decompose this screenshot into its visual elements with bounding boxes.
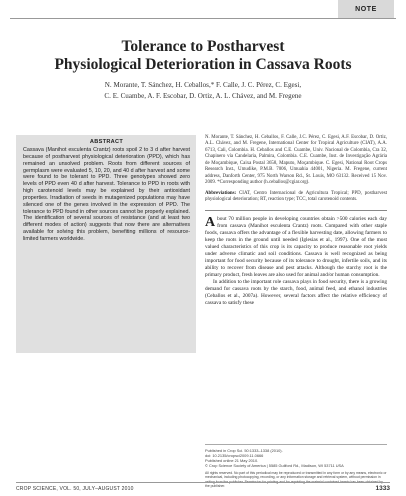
abbreviations-label: Abbreviations: bbox=[205, 190, 237, 196]
body-paragraph-1 bbox=[205, 216, 387, 279]
abbreviations bbox=[205, 191, 387, 204]
title-line-1: Tolerance to Postharvest bbox=[121, 38, 285, 55]
pubinfo-copyright: © Crop Science Society of America | 5585 Guilford Rd., Madison, WI 53711 USA bbox=[205, 463, 344, 468]
page-footer bbox=[16, 482, 390, 493]
abbreviations-text: CIAT, Centro Internacional de Agricultura Tropical; PPD, postharvest physiological deterioration; RT, reaction type; TCC, total carotenoid contents. bbox=[205, 190, 387, 203]
paragraph-1-text: bout 70 million people in developing countries obtain >500 calories each day from cassava (Manihot esculenta Crantz) roots. Compared with other staple foods, cassava offers the advantage of a flexible harvesting date, allowing farmers to keep the roots in the ground until needed (Iglesias et al., 1997). One of the most valued characteristics of this crop is its capacity to produce reasonable root yields under adverse climatic and soil conditions. Cassava is well recognized as being important for food security because of its tolerance to drought, infertile soils, and its ability to recover from disease and pest attacks. Although the starchy root is the primary product, fresh leaves are also used for animal and/or human consumption. bbox=[205, 215, 387, 278]
abstract-text: Cassava (Manihot esculenta Crantz) roots spoil 2 to 3 d after harvest because of postharvest physiological deterioration (PPD), which has remained an unsolved problem. Roots from different sources of germplasm were evaluated 5, 10, 20, and 40 d after harvest and some were found to be tolerant to PPD. Three genotypes showed zero levels of PPD even 40 d after harvest. Tolerance to PPD in roots with high carotenoid levels may be explained by their antioxidant properties. Irradiation of seeds in mutagenized populations may have silenced one of the genes involved in the expression of PPD. The tolerance to PPD found in other sources cannot be properly explained. The identification of several sources of resistance (and at least two different modes of action) suggests that now there are alternatives available for solving this problem, benefiting millions of resource-limited farmers worldwide. bbox=[23, 147, 190, 242]
rights-statement: All rights reserved. No part of this periodical may be reproduced or transmitted in any form or by any means, electronic or mechanical, including photocopying, recording, or any information storage and retrieval system, without permission in writing from the publisher. Permission for printing and for reprinting the material contained herein has been obtained by the publisher. bbox=[205, 471, 387, 489]
authors-line-2: C. E. Cuambe, A. F. Escobar, D. Ortiz, A. L. Chávez, and M. Fregene bbox=[104, 92, 302, 100]
pubinfo-doi: doi: 10.2135/cropsci2009.11.0666 bbox=[205, 453, 264, 458]
drop-cap: A bbox=[205, 214, 216, 230]
note-tab: NOTE bbox=[338, 0, 394, 18]
abstract-heading: ABSTRACT bbox=[89, 139, 124, 145]
journal-info: CROP SCIENCE, VOL. 50, JULY–AUGUST 2010 bbox=[16, 486, 134, 492]
page-number: 1333 bbox=[375, 485, 390, 492]
author-affiliations: N. Morante, T. Sánchez, H. Ceballos, F. Calle, J.C. Pérez, C. Egesi, A.F. Escobar, D. Ortiz, A.L. Chávez, and M. Fregene, International Center for Tropical Agriculture (CIAT), A.A. 6713, Cali, Colombia. H. Ceballos and C.E. Cuambe, Univ. Nacional de Colombia, Cra 32, Chapinero vía Candelaria, Palmira, Colombia. C.E. Cuambe, Inst. de Investigação Agrária de Moçambique, Caixa Postal 3658, Maputo, Moçambique. C. Egesi, National Root Crops Research Inst., Umudike, P.M.B. 7006, Umuahia 44001, Nigeria. M. Fregene, current address, Danforth Center, 975 North Warson Rd., St. Louis, MO 63132. Received 15 Nov. 2009. *Corresponding author (h.ceballos@cgiar.org). bbox=[205, 135, 387, 186]
header-divider bbox=[10, 18, 396, 19]
pubinfo-online-date: Published online 21 May 2010. bbox=[205, 458, 259, 463]
right-column bbox=[205, 135, 387, 307]
article-title bbox=[20, 38, 386, 74]
title-line-2: Physiological Deterioration in Cassava Roots bbox=[54, 56, 352, 73]
abstract-box bbox=[16, 135, 196, 353]
pubinfo-line-1: Published in Crop Sci. 50:1333–1338 (2010). bbox=[205, 448, 283, 453]
author-list bbox=[30, 80, 376, 102]
authors-line-1: N. Morante, T. Sánchez, H. Ceballos,* F. Calle, J. C. Pérez, C. Egesi, bbox=[104, 81, 302, 89]
section-divider bbox=[205, 210, 387, 211]
body-paragraph-2: In addition to the important role cassava plays in food security, there is a growing demand for cassava roots by the starch, food, animal feed, and ethanol industries (Ceballos et al., 2007a). However, several factors affect the relative efficiency of cassava to satisfy these bbox=[205, 278, 387, 307]
body-text bbox=[205, 216, 387, 308]
